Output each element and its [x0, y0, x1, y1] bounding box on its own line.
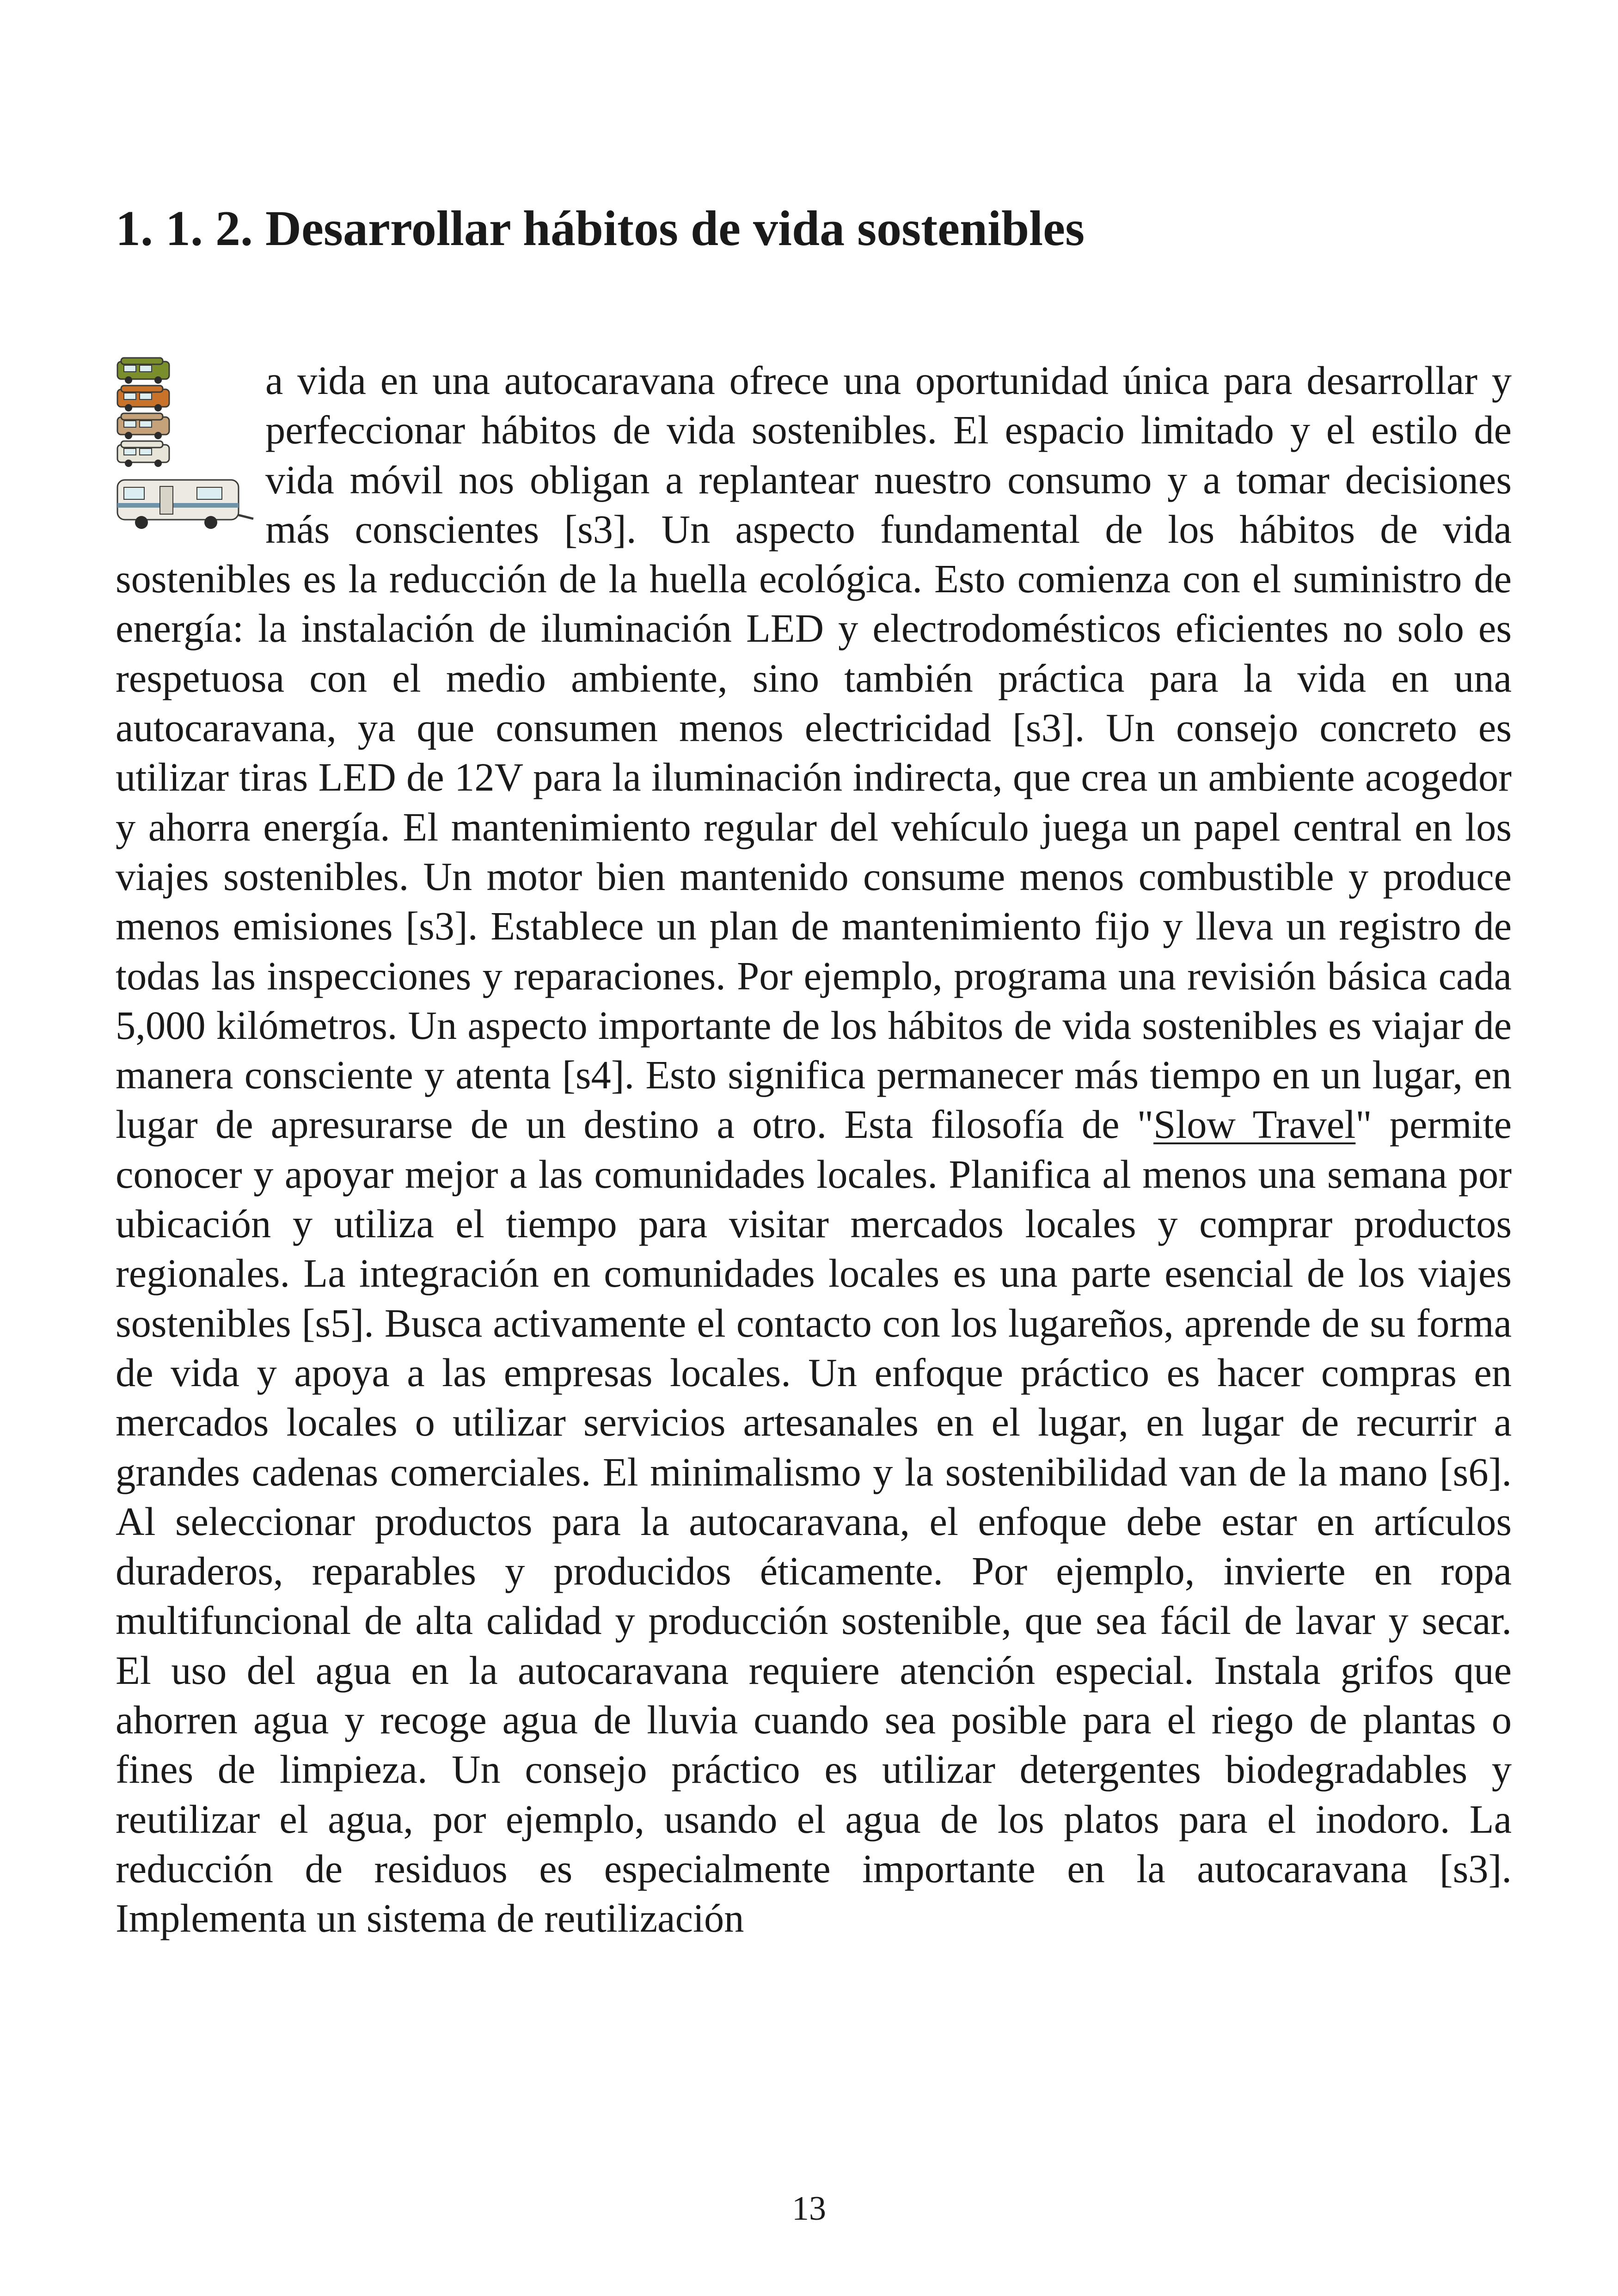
van-roof-shape — [121, 441, 163, 448]
van-wheel-shape — [125, 376, 132, 384]
paragraph-text-1: a vida en una autocaravana ofrece una oportunidad única para desarrollar y perfeccionar hábitos de vida sostenibles. El espacio limitado y el estilo de vida móvil nos obligan a replantear nuestro consumo y a tomar decisiones más conscientes [s3]. Un aspecto fundamental de los hábitos de vida sostenibles es la reducción de la huella ecológica. Esto comienza con el suministro de energía: la instalación de iluminación LED y electrodomésticos eficientes no solo es respetuosa con el medio ambiente, sino también práctica para la vida en una autocaravana, ya que consumen menos electricidad [s3]. Un consejo concreto es utilizar tiras LED de 12V para la iluminación indirecta, que crea un ambiente acogedor y ahorra energía. El mantenimiento regular del vehículo juega un papel central en los viajes sostenibles. Un motor bien mantenido consume menos combustible y produce menos emisiones [s3]. Establece un plan de mantenimiento fijo y lleva un registro de todas las inspecciones y reparaciones. Por ejemplo, programa una revisión básica cada 5,000 kilómetros. Un aspecto importante de los hábitos de vida sostenibles es viajar de manera consciente y atenta [s4]. Esto significa permanecer más tiempo en un lugar, en lugar de apresurarse de un destino a otro. Esta filosofía de " — [116, 358, 1512, 1147]
drop-cap-letter-l — [114, 356, 257, 553]
van-wheel-shape — [125, 460, 132, 467]
caravan-wheel-shape — [135, 516, 148, 529]
van-window-shape — [124, 421, 136, 427]
van-wheel-shape — [154, 460, 162, 467]
stacked-campervans-icon — [114, 356, 257, 553]
caravan-hitch-shape — [239, 515, 253, 519]
van-window-shape — [140, 393, 152, 399]
caravan-wheel-shape — [204, 516, 217, 529]
body-paragraph — [116, 356, 1512, 1944]
page-number: 13 — [792, 2190, 826, 2228]
van-window-shape — [124, 448, 136, 455]
section-heading: 1. 1. 2. Desarrollar hábitos de vida sostenibles — [116, 201, 1085, 256]
van-wheel-shape — [125, 432, 132, 439]
caravan-stripe-shape — [117, 503, 239, 508]
paragraph-text-2: " permite conocer y apoyar mejor a las comunidades locales. Planifica al menos una semana por ubicación y utiliza el tiempo para visitar mercados locales y comprar productos regionales. La integración en comunidades locales es una parte esencial de los viajes sostenibles [s5]. Busca activamente el contacto con los lugareños, aprende de su forma de vida y apoya a las empresas locales. Un enfoque práctico es hacer compras en mercados locales o utilizar servicios artesanales en el lugar, en lugar de recurrir a grandes cadenas comerciales. El minimalismo y la sostenibilidad van de la mano [s6]. Al seleccionar productos para la autocaravana, el enfoque debe estar en artículos duraderos, reparables y producidos éticamente. Por ejemplo, invierte en ropa multifuncional de alta calidad y producción sostenible, que sea fácil de lavar y secar. El uso del agua en la autocaravana requiere atención especial. Instala grifos que ahorren agua y recoge agua de lluvia cuando sea posible para el riego de plantas o fines de limpieza. Un consejo práctico es utilizar detergentes biodegradables y reutilizar el agua, por ejemplo, usando el agua de los platos para el inodoro. La reducción de residuos es especialmente importante en la autocaravana [s3]. Implementa un sistema de reutilización — [116, 1102, 1512, 1941]
van-window-shape — [140, 365, 152, 372]
body-block — [116, 356, 1512, 1944]
van-roof-shape — [121, 413, 163, 420]
van-wheel-shape — [125, 404, 132, 411]
van-wheel-shape — [154, 376, 162, 384]
van-window-shape — [124, 365, 136, 372]
caravan-window-shape — [124, 487, 144, 499]
van-wheel-shape — [154, 404, 162, 411]
van-wheel-shape — [154, 432, 162, 439]
slow-travel-link[interactable]: Slow Travel — [1153, 1102, 1356, 1147]
van-window-shape — [124, 393, 136, 399]
van-window-shape — [140, 421, 152, 427]
van-window-shape — [140, 448, 152, 455]
caravan-door-shape — [160, 486, 173, 514]
caravan-window-shape — [197, 487, 222, 499]
van-roof-shape — [121, 386, 163, 392]
van-roof-shape — [121, 358, 163, 364]
